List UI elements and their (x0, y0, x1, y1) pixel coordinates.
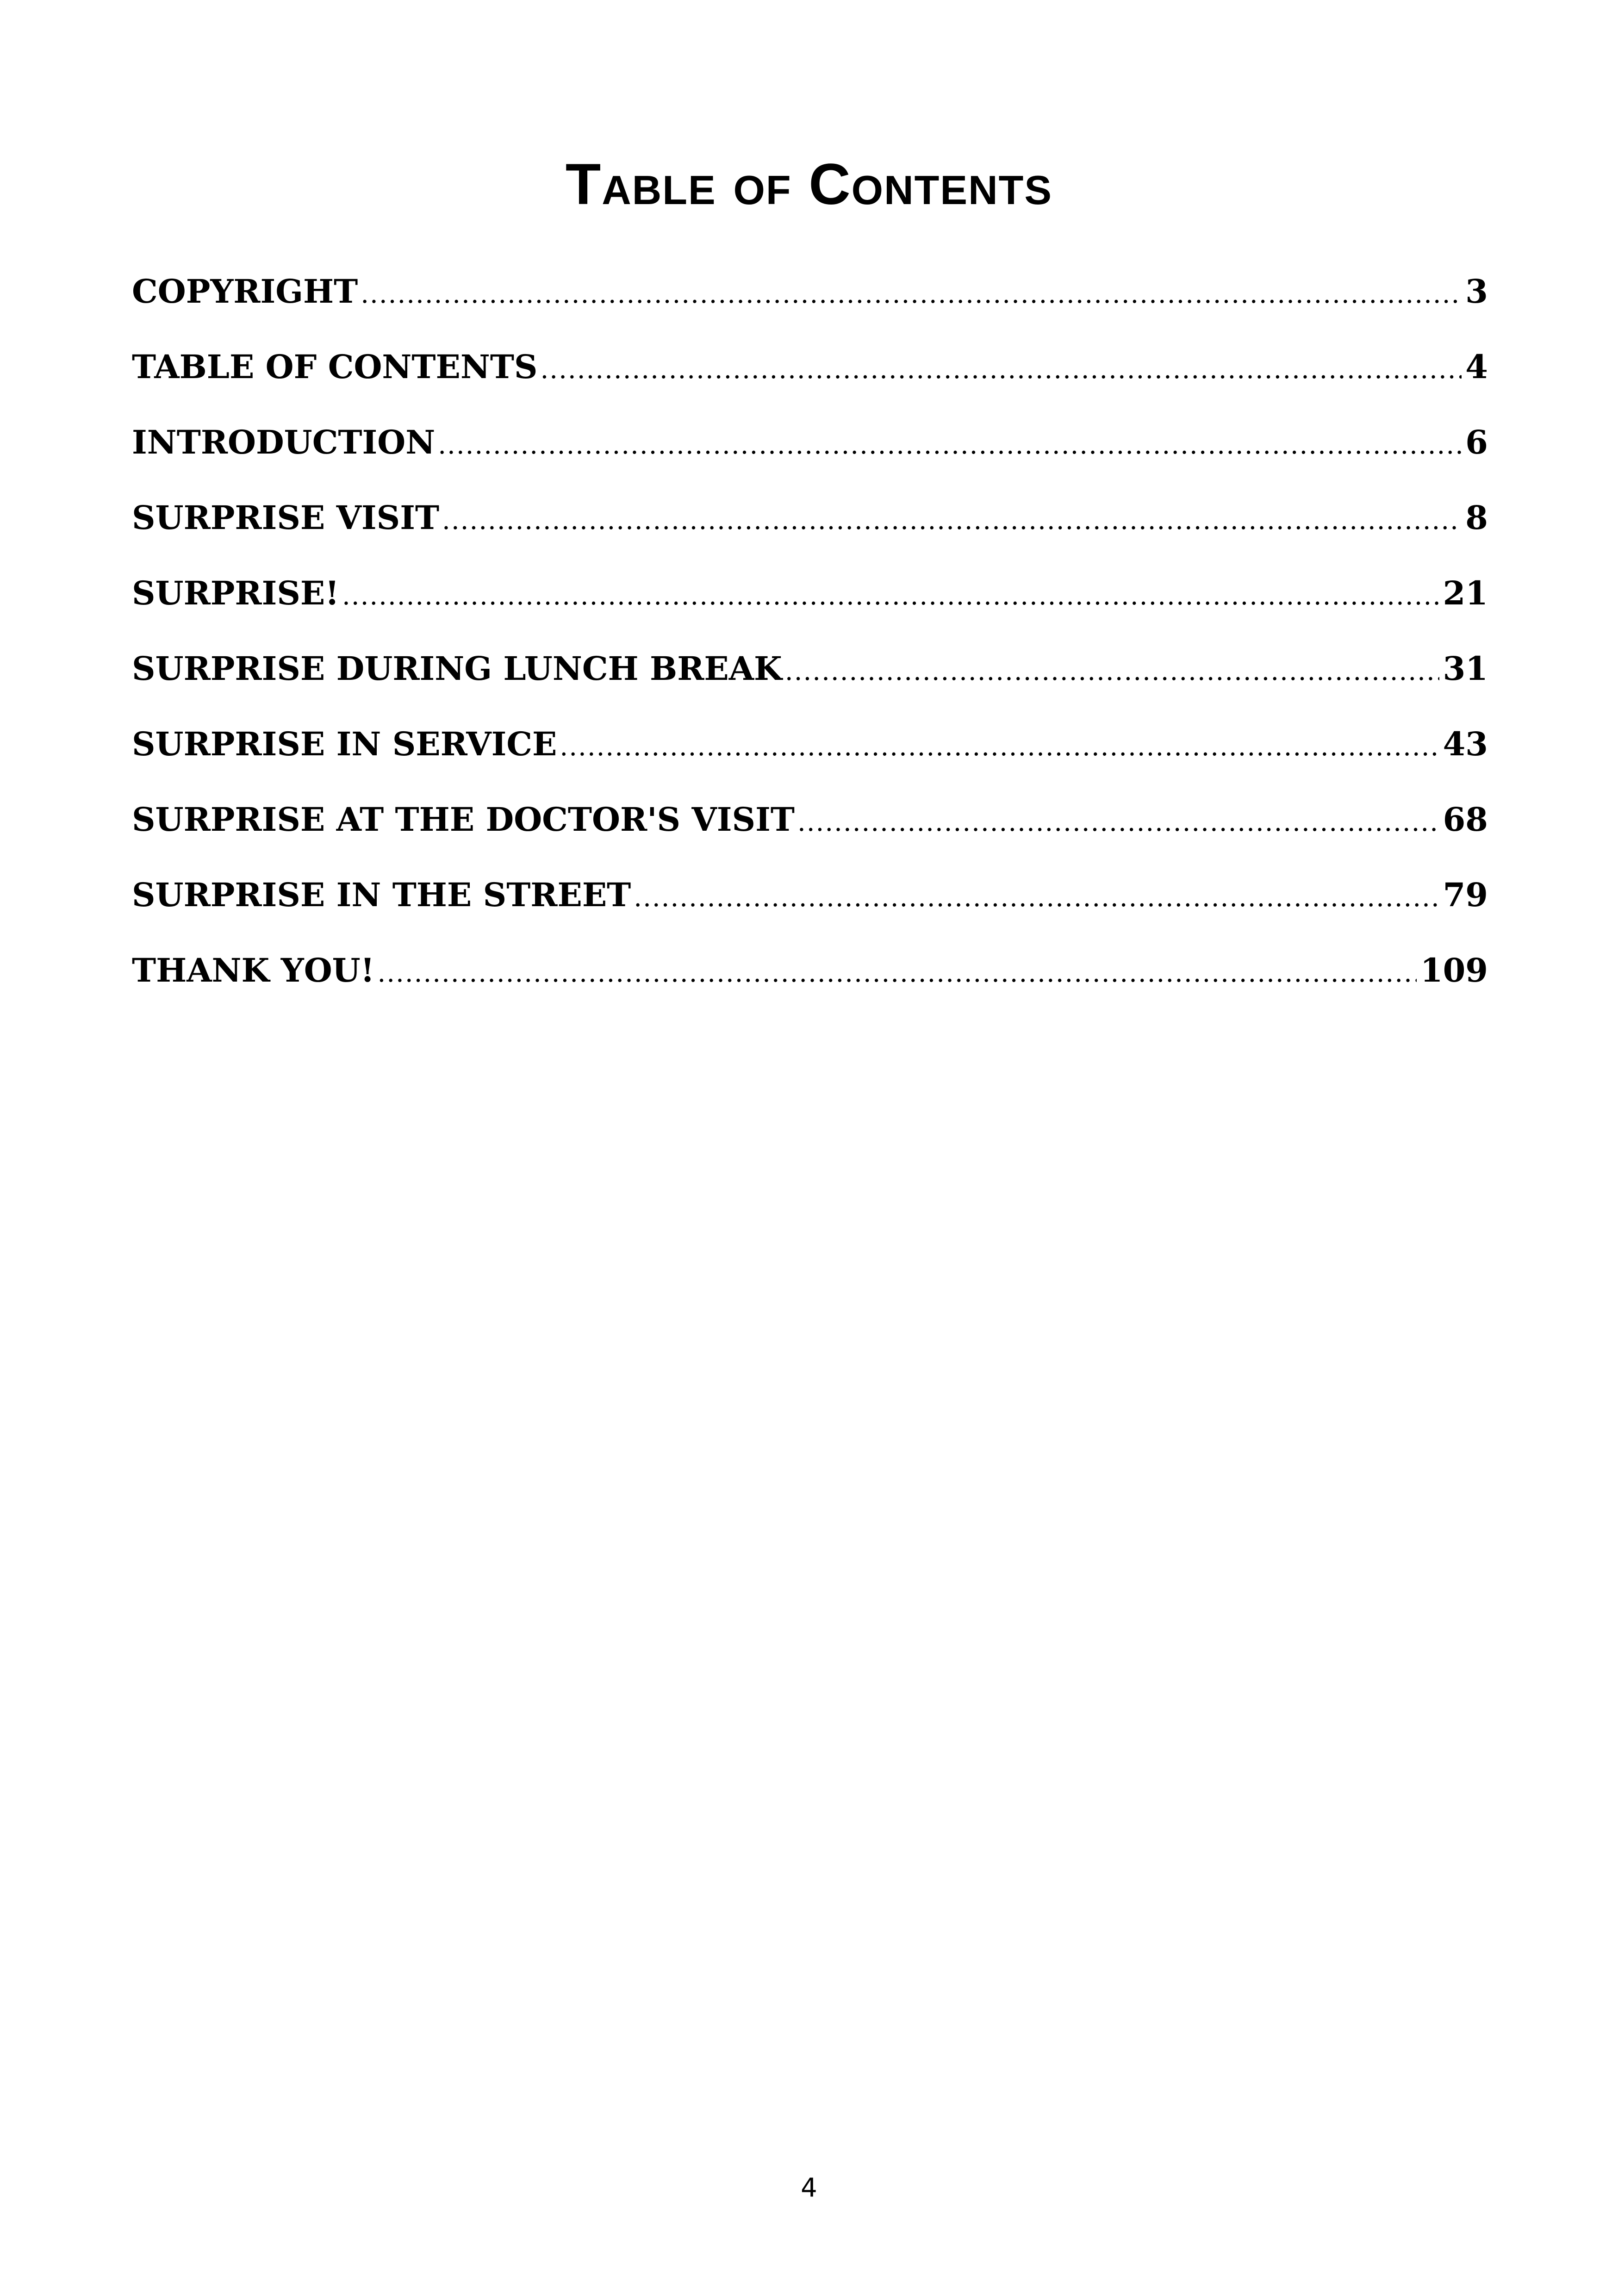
toc-entry-page: 8 (1465, 502, 1488, 537)
toc-entry-page: 31 (1443, 653, 1488, 688)
table-of-contents (132, 275, 1488, 1030)
toc-entry-thank-you (132, 954, 1488, 1030)
dot-leader (797, 809, 1439, 835)
toc-entry-page: 4 (1465, 351, 1488, 386)
toc-entry-label: SURPRISE IN THE STREET (132, 879, 631, 914)
toc-entry-page: 79 (1443, 879, 1488, 914)
toc-entry-label: TABLE OF CONTENTS (132, 351, 538, 386)
toc-entry-surprise-in-the-street (132, 879, 1488, 954)
toc-entry-page: 6 (1465, 426, 1488, 461)
toc-entry-table-of-contents (132, 351, 1488, 426)
toc-entry-label: COPYRIGHT (132, 275, 358, 311)
dot-leader (342, 583, 1439, 609)
dot-leader (361, 281, 1462, 307)
toc-entry-label: THANK YOU! (132, 954, 375, 989)
toc-entry-label: SURPRISE IN SERVICE (132, 728, 557, 763)
toc-entry-label: SURPRISE! (132, 577, 339, 612)
dot-leader (540, 357, 1462, 383)
toc-entry-page: 3 (1465, 275, 1488, 311)
toc-entry-surprise (132, 577, 1488, 653)
toc-entry-surprise-visit (132, 502, 1488, 577)
toc-entry-label: SURPRISE DURING LUNCH BREAK (132, 653, 782, 688)
dot-leader (377, 960, 1416, 986)
toc-entry-label: INTRODUCTION (132, 426, 436, 461)
dot-leader (442, 508, 1462, 534)
toc-entry-page: 21 (1443, 577, 1488, 612)
toc-entry-introduction (132, 426, 1488, 502)
toc-entry-surprise-in-service (132, 728, 1488, 803)
toc-entry-page: 109 (1420, 954, 1488, 989)
dot-leader (634, 885, 1439, 911)
toc-entry-label: SURPRISE VISIT (132, 502, 440, 537)
toc-entry-surprise-during-lunch-break (132, 653, 1488, 728)
toc-entry-page: 68 (1443, 803, 1488, 839)
toc-entry-label: SURPRISE AT THE DOCTOR'S VISIT (132, 803, 795, 839)
dot-leader (560, 734, 1439, 760)
dot-leader (438, 432, 1462, 458)
page-number: 4 (801, 2173, 817, 2203)
toc-entry-copyright (132, 275, 1488, 351)
toc-entry-page: 43 (1443, 728, 1488, 763)
dot-leader (785, 659, 1439, 684)
page-title: Table of Contents (565, 152, 1053, 217)
toc-entry-surprise-at-the-doctors-visit (132, 803, 1488, 879)
